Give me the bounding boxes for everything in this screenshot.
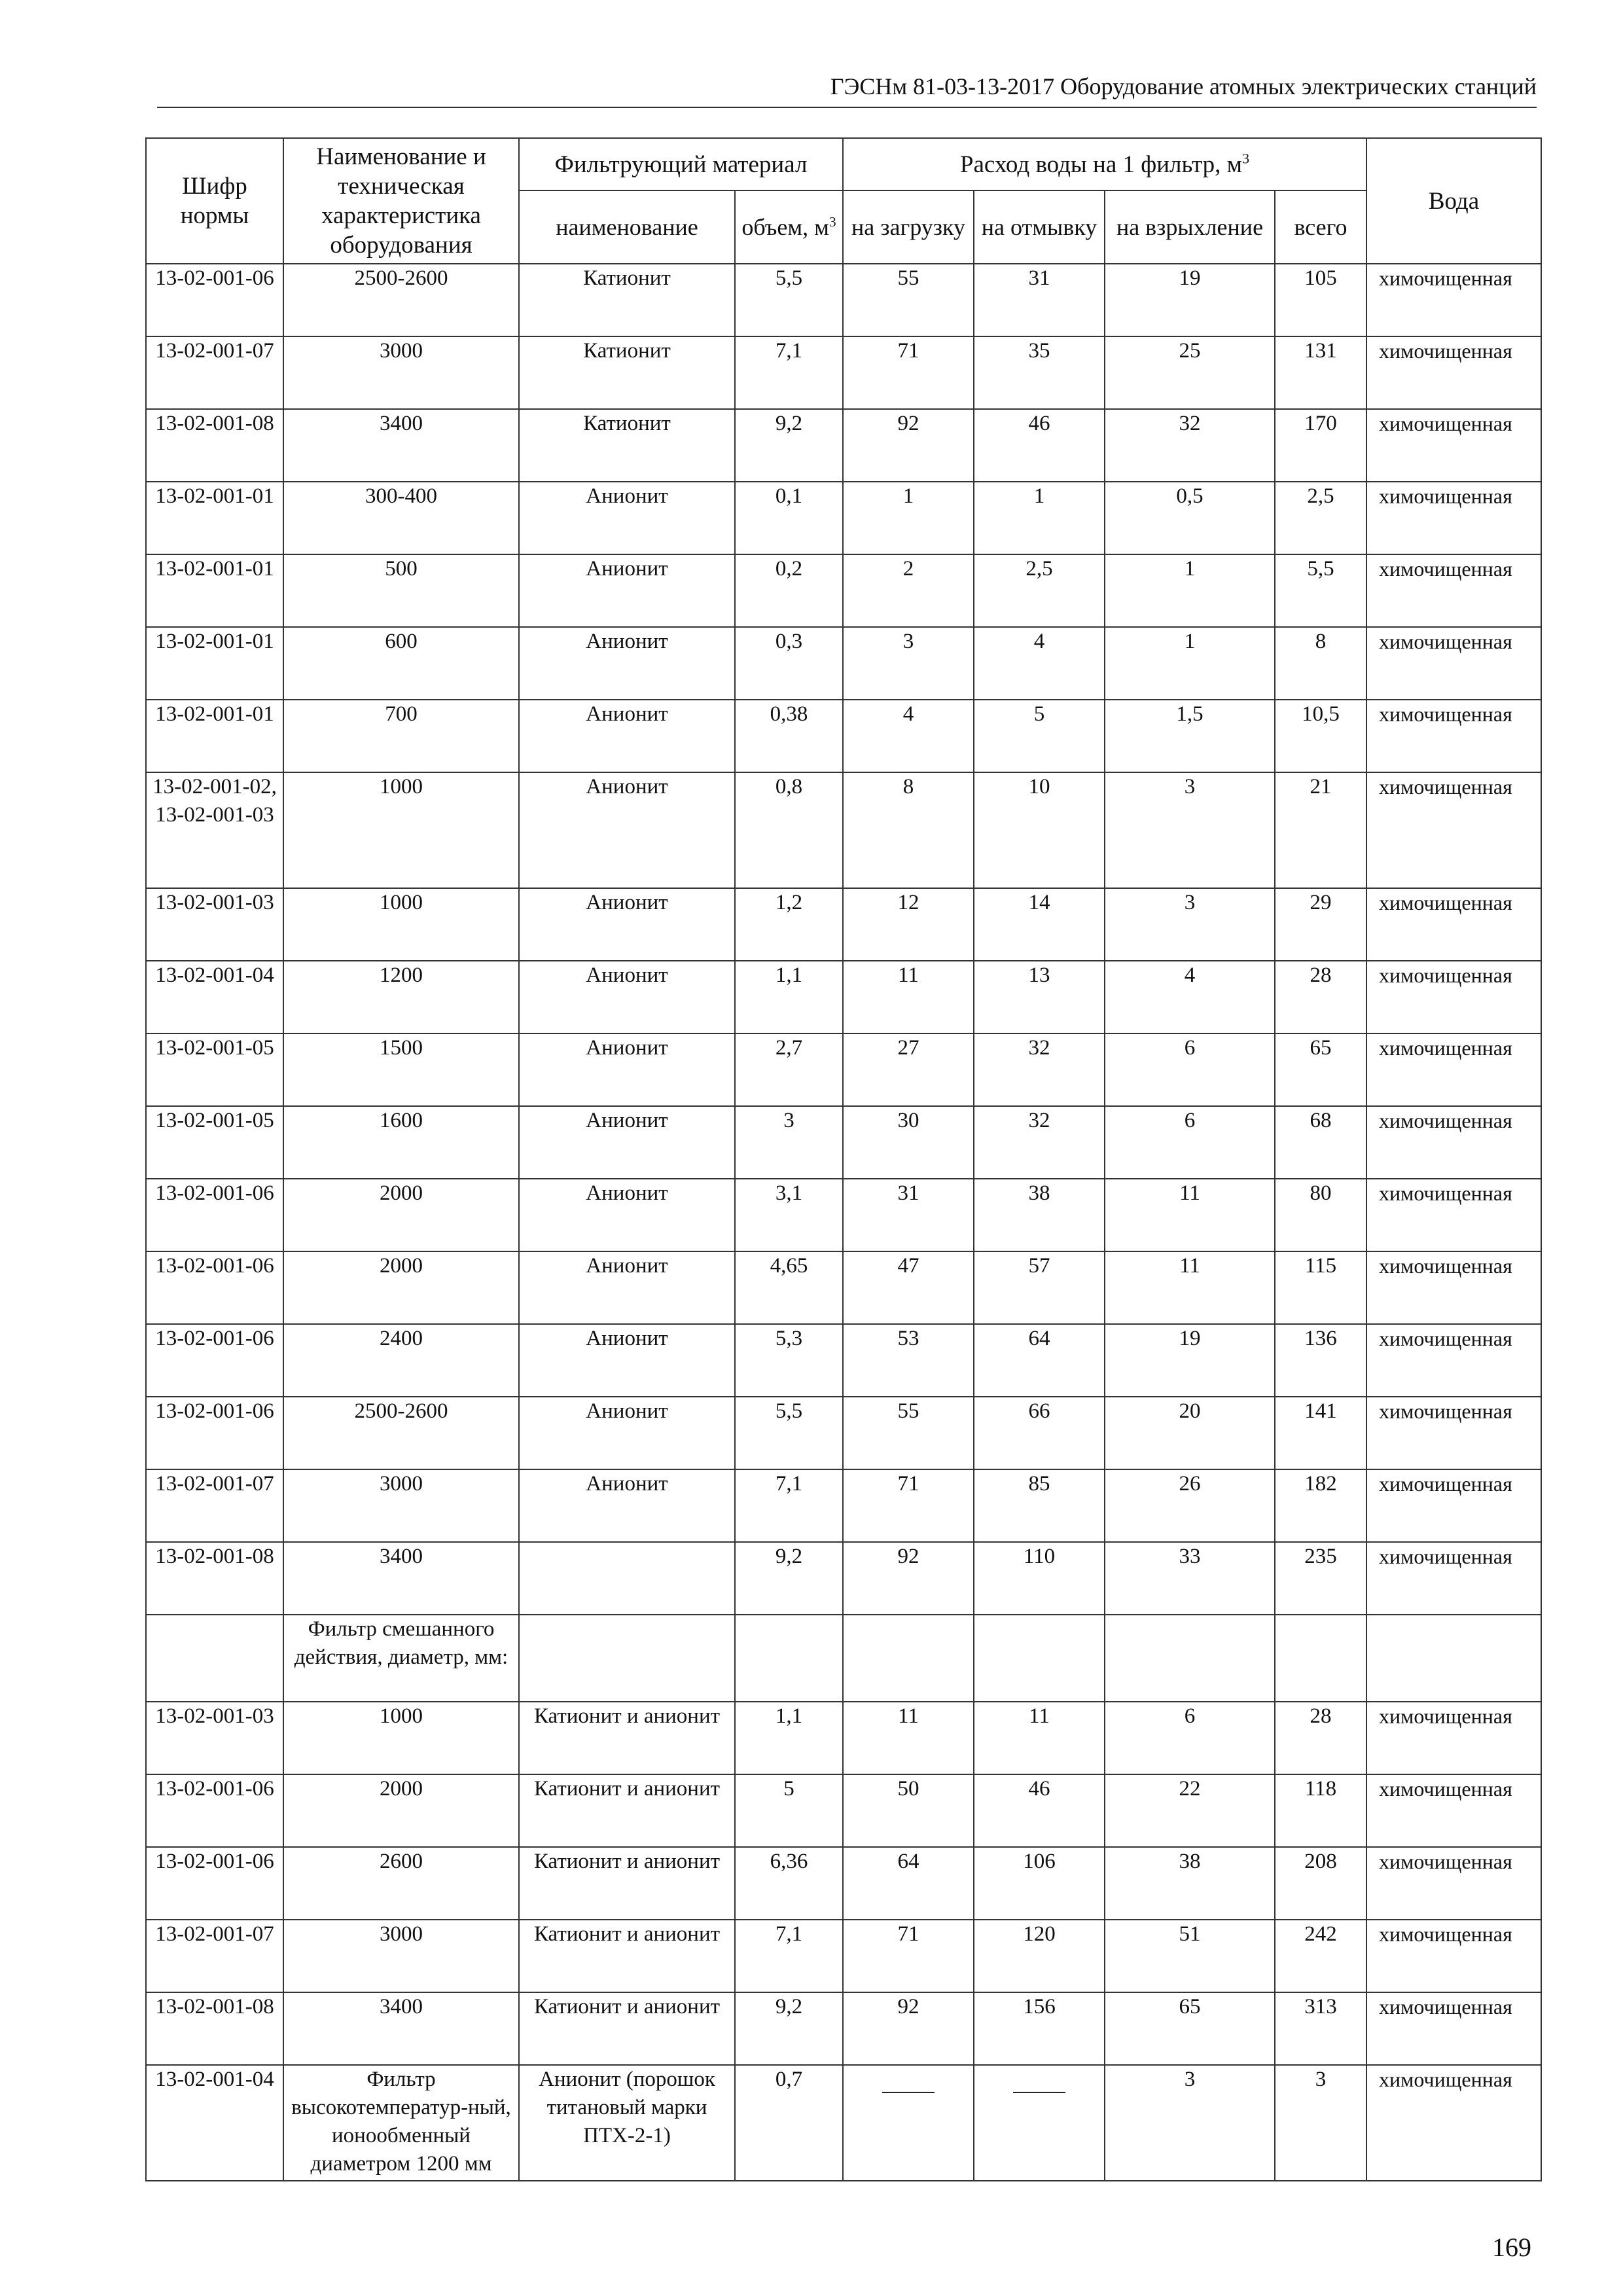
cell-volume: 0,8: [735, 772, 843, 888]
cell-loosen: 1: [1105, 554, 1275, 627]
table-row: [146, 627, 1541, 700]
cell-load: 30: [843, 1106, 974, 1179]
cell-material: Анионит: [519, 1469, 735, 1542]
cell-code: 13-02-001-06: [146, 1847, 283, 1920]
cell-total: 8: [1275, 627, 1366, 700]
cell-loosen: 1,5: [1105, 700, 1275, 772]
cell-material: Катионит и анионит: [519, 1992, 735, 2065]
header-rule: [157, 107, 1537, 108]
cell-volume: 5: [735, 1774, 843, 1847]
cell-load: 92: [843, 1542, 974, 1615]
cell-wash: 32: [974, 1106, 1105, 1179]
cell-wash: 10: [974, 772, 1105, 888]
header-loosen: на взрыхление: [1105, 190, 1275, 264]
cell-code: 13-02-001-05: [146, 1033, 283, 1106]
cell-water: химочищенная: [1366, 1847, 1541, 1920]
cell-volume: 4,65: [735, 1251, 843, 1324]
cell-code: [146, 1615, 283, 1702]
cell-material: Катионит: [519, 336, 735, 409]
cell-water: химочищенная: [1366, 1542, 1541, 1615]
header-filter-material: [519, 138, 843, 190]
header-water-consumption: [843, 138, 1366, 190]
cell-loosen: 3: [1105, 2065, 1275, 2181]
cell-loosen: 19: [1105, 1324, 1275, 1397]
header-name: Наименование и техническая характеристика оборудования: [283, 138, 519, 264]
cell-name: 2400: [283, 1324, 519, 1397]
dash-mark: [1013, 2092, 1065, 2093]
cell-volume: 1,2: [735, 888, 843, 961]
cell-total: 115: [1275, 1251, 1366, 1324]
cell-volume: 0,38: [735, 700, 843, 772]
cell-water: химочищенная: [1366, 772, 1541, 888]
cell-name: 3000: [283, 336, 519, 409]
cell-loosen: 25: [1105, 336, 1275, 409]
cell-total: 313: [1275, 1992, 1366, 2065]
header-water: Вода: [1366, 138, 1541, 264]
cell-water: химочищенная: [1366, 627, 1541, 700]
cell-total: 29: [1275, 888, 1366, 961]
cell-volume: 5,3: [735, 1324, 843, 1397]
cell-volume: 9,2: [735, 409, 843, 482]
cell-total: 136: [1275, 1324, 1366, 1397]
cell-water: химочищенная: [1366, 1702, 1541, 1774]
cell-total: 170: [1275, 409, 1366, 482]
cell-water: химочищенная: [1366, 961, 1541, 1033]
cell-water: химочищенная: [1366, 1469, 1541, 1542]
cell-wash: 57: [974, 1251, 1105, 1324]
cell-volume: 5,5: [735, 1397, 843, 1469]
cell-loosen: 20: [1105, 1397, 1275, 1469]
cell-load: 55: [843, 264, 974, 336]
cell-load: 12: [843, 888, 974, 961]
cell-wash: [974, 1615, 1105, 1702]
cell-loosen: 33: [1105, 1542, 1275, 1615]
header-material-volume-unit: 3: [829, 213, 836, 230]
cell-water: химочищенная: [1366, 409, 1541, 482]
cell-material: Анионит: [519, 1397, 735, 1469]
cell-load: 4: [843, 700, 974, 772]
cell-load: 71: [843, 1920, 974, 1992]
cell-volume: 7,1: [735, 1469, 843, 1542]
header-wash: на отмывку: [974, 190, 1105, 264]
cell-water: химочищенная: [1366, 1179, 1541, 1251]
cell-material: Катионит и анионит: [519, 1920, 735, 1992]
cell-load: 11: [843, 1702, 974, 1774]
cell-loosen: [1105, 1615, 1275, 1702]
dash-mark: [882, 2092, 935, 2093]
cell-name: 2600: [283, 1847, 519, 1920]
cell-load: 3: [843, 627, 974, 700]
table-row: [146, 1615, 1541, 1702]
table-row: [146, 409, 1541, 482]
cell-wash: 4: [974, 627, 1105, 700]
cell-total: 28: [1275, 961, 1366, 1033]
header-material-volume: [735, 190, 843, 264]
cell-code: 13-02-001-04: [146, 961, 283, 1033]
cell-volume: 7,1: [735, 336, 843, 409]
cell-name: 1000: [283, 772, 519, 888]
cell-name: 2000: [283, 1179, 519, 1251]
cell-code: 13-02-001-07: [146, 336, 283, 409]
cell-loosen: 11: [1105, 1251, 1275, 1324]
cell-material: Катионит и анионит: [519, 1774, 735, 1847]
document-header: ГЭСНм 81-03-13-2017 Оборудование атомных электрических станций: [830, 73, 1537, 99]
cell-material: [519, 1615, 735, 1702]
cell-total: 208: [1275, 1847, 1366, 1920]
cell-total: 65: [1275, 1033, 1366, 1106]
cell-total: 182: [1275, 1469, 1366, 1542]
cell-total: 10,5: [1275, 700, 1366, 772]
cell-total: 105: [1275, 264, 1366, 336]
cell-name: 2000: [283, 1774, 519, 1847]
cell-code: 13-02-001-06: [146, 1397, 283, 1469]
cell-wash: 156: [974, 1992, 1105, 2065]
cell-name: 300-400: [283, 482, 519, 554]
cell-wash: 11: [974, 1702, 1105, 1774]
cell-material: Катионит: [519, 409, 735, 482]
cell-name: 3400: [283, 1992, 519, 2065]
cell-name: 2500-2600: [283, 264, 519, 336]
cell-total: 3: [1275, 2065, 1366, 2181]
cell-material: Катионит: [519, 264, 735, 336]
cell-wash: 13: [974, 961, 1105, 1033]
cell-volume: 0,1: [735, 482, 843, 554]
cell-material: Анионит: [519, 700, 735, 772]
cell-total: 80: [1275, 1179, 1366, 1251]
cell-code: 13-02-001-05: [146, 1106, 283, 1179]
cell-material: Анионит: [519, 1106, 735, 1179]
cell-material: Анионит: [519, 1033, 735, 1106]
cell-total: 118: [1275, 1774, 1366, 1847]
cell-loosen: 65: [1105, 1992, 1275, 2065]
cell-volume: [735, 1615, 843, 1702]
cell-total: 21: [1275, 772, 1366, 888]
cell-water: химочищенная: [1366, 336, 1541, 409]
cell-wash: 5: [974, 700, 1105, 772]
cell-wash: 110: [974, 1542, 1105, 1615]
table-row: [146, 1106, 1541, 1179]
cell-load: 64: [843, 1847, 974, 1920]
cell-load: 55: [843, 1397, 974, 1469]
cell-code: 13-02-001-06: [146, 1179, 283, 1251]
cell-loosen: 19: [1105, 264, 1275, 336]
cell-water: химочищенная: [1366, 1774, 1541, 1847]
cell-water: химочищенная: [1366, 482, 1541, 554]
table-row: [146, 1920, 1541, 1992]
cell-material: Анионит: [519, 627, 735, 700]
table-row: [146, 1542, 1541, 1615]
cell-water: химочищенная: [1366, 2065, 1541, 2181]
cell-name: 3000: [283, 1920, 519, 1992]
cell-total: 28: [1275, 1702, 1366, 1774]
cell-name: 1600: [283, 1106, 519, 1179]
header-load: на загрузку: [843, 190, 974, 264]
table-row: [146, 1033, 1541, 1106]
header-material-name: наименование: [519, 190, 735, 264]
cell-material: [519, 1542, 735, 1615]
cell-loosen: 22: [1105, 1774, 1275, 1847]
cell-code: 13-02-001-02, 13-02-001-03: [146, 772, 283, 888]
cell-volume: 7,1: [735, 1920, 843, 1992]
cell-name: 2000: [283, 1251, 519, 1324]
cell-name: 2500-2600: [283, 1397, 519, 1469]
cell-water: химочищенная: [1366, 1397, 1541, 1469]
cell-wash: 1: [974, 482, 1105, 554]
cell-total: 5,5: [1275, 554, 1366, 627]
cell-wash: [974, 2065, 1105, 2181]
cell-wash: 66: [974, 1397, 1105, 1469]
cell-loosen: 0,5: [1105, 482, 1275, 554]
cell-code: 13-02-001-01: [146, 482, 283, 554]
page-number: 169: [1492, 2233, 1531, 2262]
cell-loosen: 6: [1105, 1106, 1275, 1179]
cell-material: Анионит: [519, 482, 735, 554]
cell-material: Катионит и анионит: [519, 1847, 735, 1920]
header-filter-material-text: Фильтрующий материал: [554, 151, 808, 178]
cell-material: Анионит: [519, 772, 735, 888]
cell-volume: 3: [735, 1106, 843, 1179]
table-row: [146, 1992, 1541, 2065]
cell-load: 53: [843, 1324, 974, 1397]
header-code: Шифр нормы: [146, 138, 283, 264]
cell-name: 1000: [283, 888, 519, 961]
table-row: [146, 264, 1541, 336]
cell-load: 27: [843, 1033, 974, 1106]
header-total: всего: [1275, 190, 1366, 264]
cell-material: Анионит: [519, 961, 735, 1033]
cell-total: 68: [1275, 1106, 1366, 1179]
cell-volume: 6,36: [735, 1847, 843, 1920]
cell-water: химочищенная: [1366, 888, 1541, 961]
cell-loosen: 51: [1105, 1920, 1275, 1992]
cell-load: 2: [843, 554, 974, 627]
cell-name: 1500: [283, 1033, 519, 1106]
cell-code: 13-02-001-01: [146, 700, 283, 772]
cell-wash: 35: [974, 336, 1105, 409]
table-row: [146, 1179, 1541, 1251]
cell-name: 600: [283, 627, 519, 700]
cell-loosen: 3: [1105, 888, 1275, 961]
cell-name: 500: [283, 554, 519, 627]
cell-water: химочищенная: [1366, 264, 1541, 336]
table-row: [146, 1702, 1541, 1774]
cell-water: химочищенная: [1366, 1920, 1541, 1992]
cell-material: Анионит (порошок титановый марки ПТХ-2-1): [519, 2065, 735, 2181]
cell-volume: 1,1: [735, 961, 843, 1033]
cell-code: 13-02-001-01: [146, 627, 283, 700]
cell-water: [1366, 1615, 1541, 1702]
cell-loosen: 26: [1105, 1469, 1275, 1542]
cell-load: 92: [843, 1992, 974, 2065]
cell-load: 92: [843, 409, 974, 482]
cell-water: химочищенная: [1366, 1033, 1541, 1106]
cell-code: 13-02-001-07: [146, 1920, 283, 1992]
table-row: [146, 1251, 1541, 1324]
cell-load: [843, 1615, 974, 1702]
cell-wash: 32: [974, 1033, 1105, 1106]
cell-code: 13-02-001-03: [146, 888, 283, 961]
table-row: [146, 1774, 1541, 1847]
cell-code: 13-02-001-01: [146, 554, 283, 627]
cell-load: 1: [843, 482, 974, 554]
table-row: [146, 700, 1541, 772]
cell-loosen: 1: [1105, 627, 1275, 700]
header-material-volume-text: объем, м: [741, 213, 829, 240]
cell-loosen: 6: [1105, 1702, 1275, 1774]
table-row: [146, 772, 1541, 888]
cell-load: 11: [843, 961, 974, 1033]
table-body: [146, 264, 1541, 2181]
table-row: [146, 2065, 1541, 2181]
cell-name: 3400: [283, 1542, 519, 1615]
cell-material: Катионит и анионит: [519, 1702, 735, 1774]
cell-total: 235: [1275, 1542, 1366, 1615]
cell-wash: 46: [974, 409, 1105, 482]
cell-wash: 64: [974, 1324, 1105, 1397]
cell-volume: 2,7: [735, 1033, 843, 1106]
cell-name: 3400: [283, 409, 519, 482]
table-row: [146, 482, 1541, 554]
cell-water: химочищенная: [1366, 554, 1541, 627]
cell-loosen: 4: [1105, 961, 1275, 1033]
cell-code: 13-02-001-06: [146, 1774, 283, 1847]
cell-wash: 2,5: [974, 554, 1105, 627]
cell-material: Анионит: [519, 1179, 735, 1251]
cell-wash: 85: [974, 1469, 1105, 1542]
cell-volume: 0,2: [735, 554, 843, 627]
cell-name: 3000: [283, 1469, 519, 1542]
cell-total: 141: [1275, 1397, 1366, 1469]
cell-name: 1000: [283, 1702, 519, 1774]
cell-load: 50: [843, 1774, 974, 1847]
table-row: [146, 1469, 1541, 1542]
cell-water: химочищенная: [1366, 700, 1541, 772]
table-row: [146, 1324, 1541, 1397]
table-row: [146, 961, 1541, 1033]
cell-load: 47: [843, 1251, 974, 1324]
cell-load: 8: [843, 772, 974, 888]
cell-volume: 1,1: [735, 1702, 843, 1774]
cell-material: Анионит: [519, 888, 735, 961]
cell-volume: 5,5: [735, 264, 843, 336]
header-water-consumption-text: Расход воды на 1 фильтр, м: [959, 151, 1242, 178]
cell-code: 13-02-001-06: [146, 264, 283, 336]
cell-volume: 9,2: [735, 1992, 843, 2065]
cell-volume: 3,1: [735, 1179, 843, 1251]
cell-load: [843, 2065, 974, 2181]
cell-code: 13-02-001-08: [146, 1992, 283, 2065]
cell-wash: 46: [974, 1774, 1105, 1847]
cell-material: Анионит: [519, 554, 735, 627]
cell-material: Анионит: [519, 1251, 735, 1324]
cell-volume: 9,2: [735, 1542, 843, 1615]
cell-name: Фильтр смешанного действия, диаметр, мм:: [283, 1615, 519, 1702]
table-row: [146, 1847, 1541, 1920]
table-row: [146, 1397, 1541, 1469]
cell-wash: 31: [974, 264, 1105, 336]
cell-total: 242: [1275, 1920, 1366, 1992]
cell-material: Анионит: [519, 1324, 735, 1397]
cell-water: химочищенная: [1366, 1992, 1541, 2065]
cell-water: химочищенная: [1366, 1324, 1541, 1397]
cell-total: [1275, 1615, 1366, 1702]
cell-load: 71: [843, 1469, 974, 1542]
cell-code: 13-02-001-08: [146, 1542, 283, 1615]
cell-wash: 14: [974, 888, 1105, 961]
cell-total: 131: [1275, 336, 1366, 409]
cell-name: Фильтр высокотемператур-ный, ионообменный диаметром 1200 мм: [283, 2065, 519, 2181]
cell-loosen: 38: [1105, 1847, 1275, 1920]
cell-loosen: 11: [1105, 1179, 1275, 1251]
cell-name: 1200: [283, 961, 519, 1033]
cell-wash: 38: [974, 1179, 1105, 1251]
cell-code: 13-02-001-04: [146, 2065, 283, 2181]
cell-code: 13-02-001-07: [146, 1469, 283, 1542]
table-row: [146, 336, 1541, 409]
cell-code: 13-02-001-06: [146, 1324, 283, 1397]
cell-wash: 120: [974, 1920, 1105, 1992]
cell-load: 71: [843, 336, 974, 409]
header-water-consumption-unit: 3: [1242, 150, 1250, 167]
cell-water: химочищенная: [1366, 1251, 1541, 1324]
cell-wash: 106: [974, 1847, 1105, 1920]
cell-water: химочищенная: [1366, 1106, 1541, 1179]
cell-loosen: 3: [1105, 772, 1275, 888]
table-row: [146, 888, 1541, 961]
cell-load: 31: [843, 1179, 974, 1251]
cell-code: 13-02-001-06: [146, 1251, 283, 1324]
cell-name: 700: [283, 700, 519, 772]
cell-total: 2,5: [1275, 482, 1366, 554]
cell-volume: 0,3: [735, 627, 843, 700]
cell-loosen: 32: [1105, 409, 1275, 482]
cell-code: 13-02-001-08: [146, 409, 283, 482]
cell-volume: 0,7: [735, 2065, 843, 2181]
norms-table: [145, 137, 1542, 2181]
cell-code: 13-02-001-03: [146, 1702, 283, 1774]
cell-loosen: 6: [1105, 1033, 1275, 1106]
table-row: [146, 554, 1541, 627]
